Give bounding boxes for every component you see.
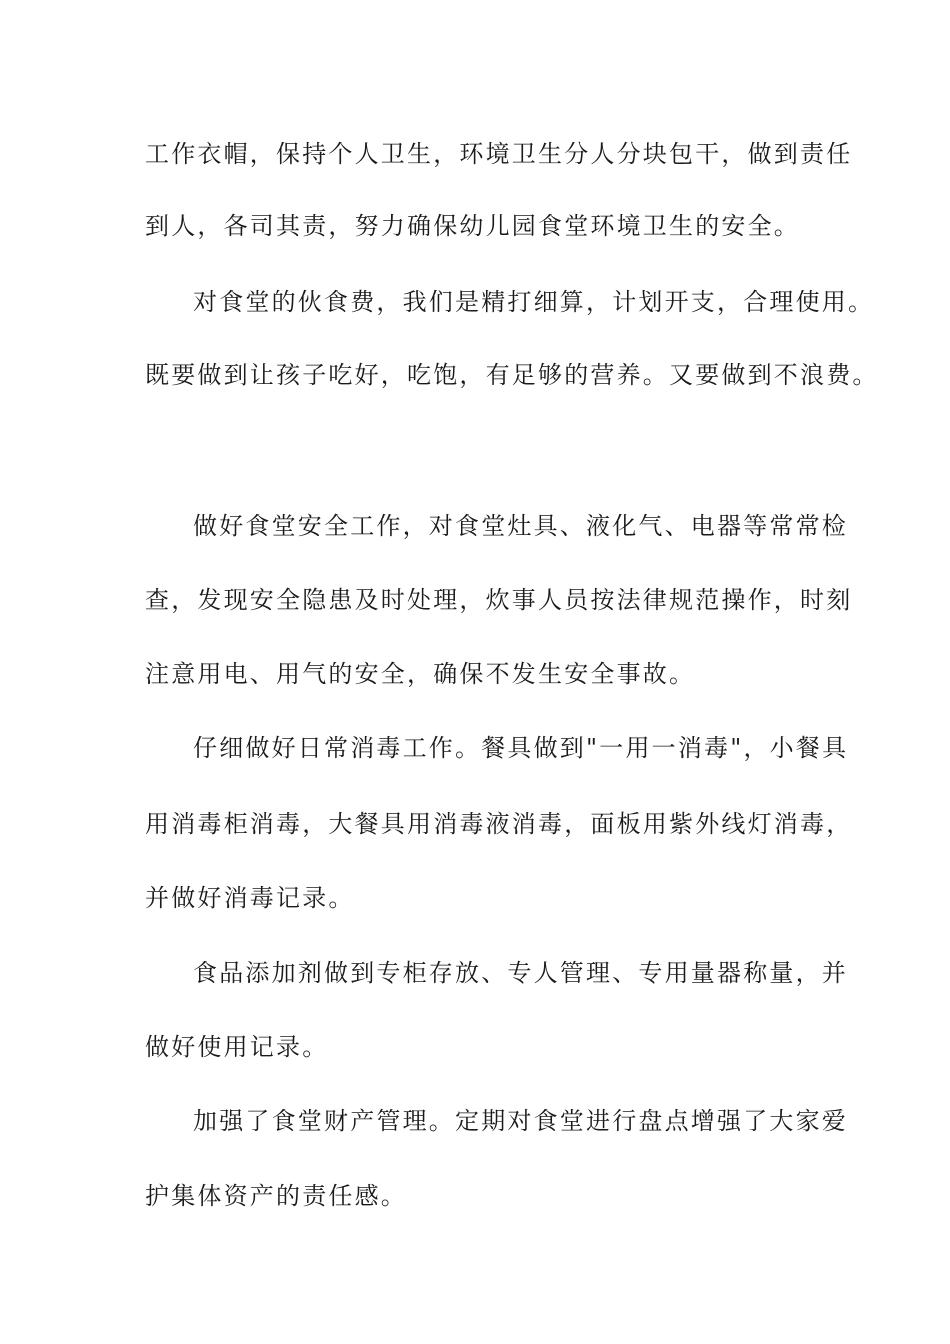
paragraph-4-line-1: 仔细做好日常消毒工作。餐具做到"一用一消毒"，小餐具 <box>193 734 849 762</box>
paragraph-2-line-1: 对食堂的伙食费，我们是精打细算，计划开支，合理使用。 <box>193 288 875 316</box>
paragraph-3-line-3: 注意用电、用气的安全，确保不发生安全事故。 <box>145 660 696 688</box>
paragraph-3-line-2: 查，发现安全隐患及时处理，炊事人员按法律规范操作，时刻 <box>145 586 853 614</box>
paragraph-6-line-1: 加强了食堂财产管理。定期对食堂进行盘点增强了大家爱 <box>193 1107 848 1135</box>
paragraph-6-line-2: 护集体资产的责任感。 <box>145 1182 407 1210</box>
paragraph-4-line-2: 用消毒柜消毒，大餐具用消毒液消毒，面板用紫外线灯消毒， <box>145 810 853 838</box>
paragraph-5-line-2: 做好使用记录。 <box>145 1033 329 1061</box>
paragraph-1-line-1: 工作衣帽，保持个人卫生，环境卫生分人分块包干，做到责任 <box>145 140 853 168</box>
paragraph-2-line-2: 既要做到让孩子吃好，吃饱，有足够的营养。又要做到不浪费。 <box>145 361 879 389</box>
paragraph-3-line-1: 做好食堂安全工作，对食堂灶具、液化气、电器等常常检 <box>193 512 848 540</box>
paragraph-4-line-3: 并做好消毒记录。 <box>145 884 355 912</box>
paragraph-1-line-2: 到人，各司其责，努力确保幼儿园食堂环境卫生的安全。 <box>145 212 800 240</box>
paragraph-5-line-1: 食品添加剂做到专柜存放、专人管理、专用量器称量，并 <box>193 959 848 987</box>
